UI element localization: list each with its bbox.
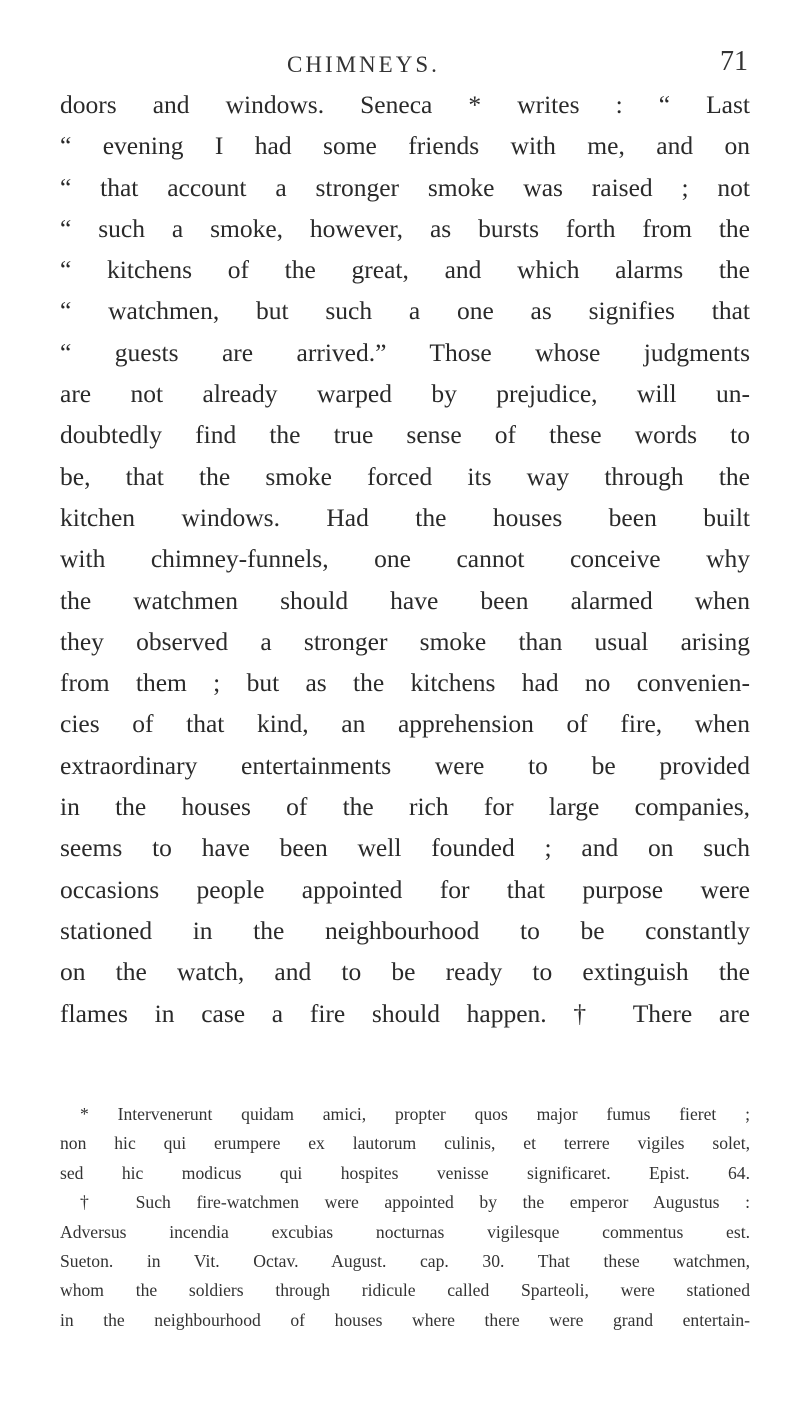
text-line: occasions people appointed for that purpose were: [60, 874, 750, 904]
footnote-line: in the neighbourhood of houses where there were grand entertain-: [60, 1309, 750, 1330]
text-line: extraordinary entertainments were to be provided: [60, 750, 750, 780]
text-line: “ evening I had some friends with me, and on: [60, 131, 750, 161]
text-line: “ that account a stronger smoke was raised ; not: [60, 172, 750, 202]
footnote-line: Adversus incendia excubias nocturnas vigilesque commentus est.: [60, 1221, 750, 1242]
footnote-line: whom the soldiers through ridicule called Sparteoli, were stationed: [60, 1280, 750, 1301]
text-line: “ kitchens of the great, and which alarms the: [60, 255, 750, 285]
text-line: “ such a smoke, however, as bursts forth from the: [60, 213, 750, 243]
text-line: “ guests are arrived.” Those whose judgments: [60, 337, 750, 367]
footnote-line: * Intervenerunt quidam amici, propter quos major fumus fieret ;: [80, 1104, 750, 1124]
text-line: with chimney-funnels, one cannot conceive why: [60, 544, 750, 574]
text-line: stationed in the neighbourhood to be constantly: [60, 915, 750, 945]
footnote-line: Sueton. in Vit. Octav. August. cap. 30. That these watchmen,: [60, 1250, 750, 1271]
footnote-line: non hic qui erumpere ex lautorum culinis, et terrere vigiles solet,: [60, 1133, 750, 1154]
text-line: flames in case a fire should happen. † There are: [60, 998, 750, 1028]
footnote-line: † Such fire-watchmen were appointed by the emperor Augustus :: [80, 1192, 750, 1213]
text-line: in the houses of the rich for large companies,: [60, 792, 750, 822]
footnotes: [60, 1100, 750, 1335]
text-line: from them ; but as the kitchens had no convenien-: [60, 668, 750, 698]
text-line: on the watch, and to be ready to extinguish the: [60, 957, 750, 987]
text-line: cies of that kind, an apprehension of fire, when: [60, 709, 750, 739]
running-head: [0, 46, 800, 82]
footnote-line: sed hic modicus qui hospites venisse significaret. Epist. 64.: [60, 1162, 750, 1183]
text-line: seems to have been well founded ; and on such: [60, 833, 750, 863]
text-line: doubtedly find the true sense of these words to: [60, 420, 750, 450]
text-line: the watchmen should have been alarmed when: [60, 585, 750, 615]
text-line: kitchen windows. Had the houses been built: [60, 502, 750, 532]
text-line: doors and windows. Seneca * writes : “ Last: [60, 90, 750, 119]
text-line: “ watchmen, but such a one as signifies that: [60, 296, 750, 326]
page-number: 71: [720, 46, 748, 77]
body-text: [60, 84, 750, 1034]
text-line: be, that the smoke forced its way through the: [60, 461, 750, 491]
text-line: are not already warped by prejudice, will un-: [60, 379, 750, 409]
running-title: CHIMNEYS.: [287, 52, 440, 77]
text-line: they observed a stronger smoke than usual arising: [60, 626, 750, 656]
